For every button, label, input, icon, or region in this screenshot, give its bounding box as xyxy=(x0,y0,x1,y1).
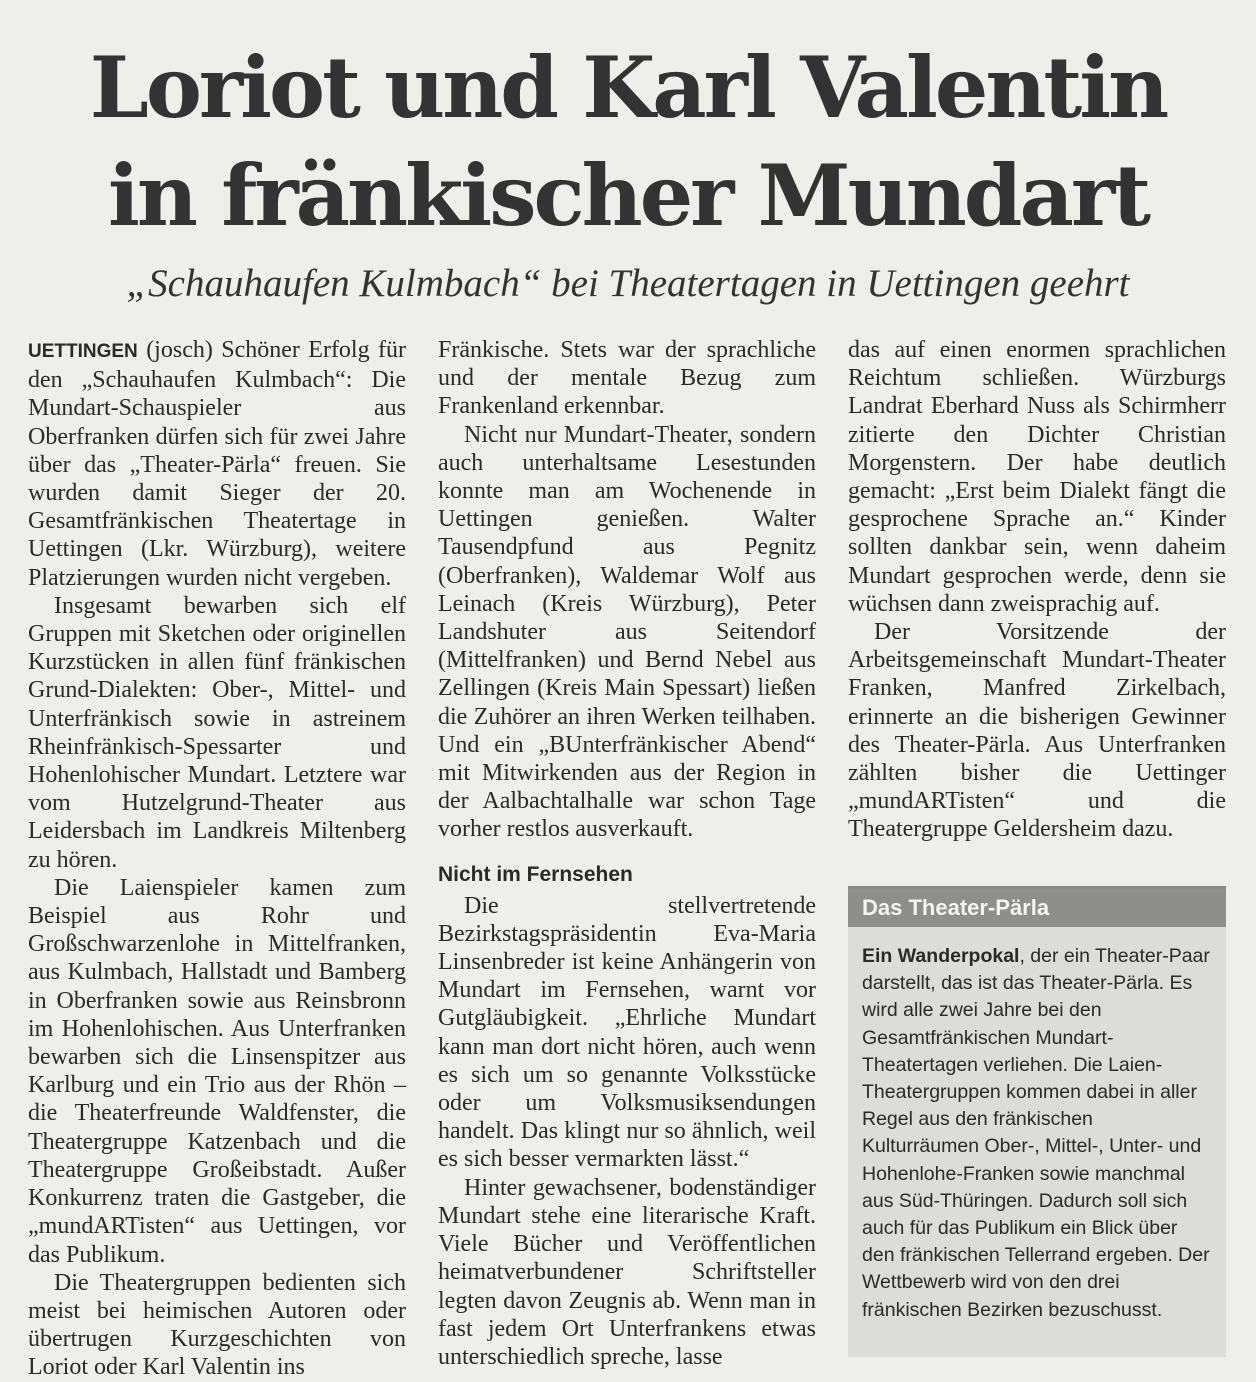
info-box xyxy=(848,886,1226,1357)
article-column-1 xyxy=(28,336,406,1382)
paragraph: Nicht nur Mundart-Theater, sondern auch unterhaltsame Lesestunden konnte man am Wochenende in Uettingen genießen. Walter Tausendpfund aus Pegnitz (Oberfranken), Waldemar Wolf aus Leinach (Kreis Würzburg), Peter Landshuter aus Seitendorf (Mittelfranken) und Bernd Nebel aus Zellingen (Kreis Main Spessart) ließen die Zuhörer an ihren Werken teilhaben. Und ein „BUnterfränkischer Abend“ mit Mitwirkenden aus der Region in der Aalbachtalhalle war schon Tage vorher restlos ausverkauft. xyxy=(438,421,816,843)
info-box-body xyxy=(848,927,1226,1324)
info-box-text: , der ein Theater-Paar darstellt, das ist das Theater-Pärla. Es wird alle zwei Jahre bei den Gesamtfränkischen Mundart-Theatertagen verliehen. Die Laien-Theatergruppen kommen dabei in aller Regel aus den fränkischen Kulturräumen Ober-, Mittel-, Unter- und Hohenlohe-Franken sowie manchmal aus Süd-Thüringen. Dadurch soll sich auch für das Publikum ein Blick über den fränkischen Tellerrand ergeben. Der Wettbewerb wird von den drei fränkischen Bezirken bezuschusst. xyxy=(862,945,1210,1321)
paragraph: Der Vorsitzende der Arbeitsgemeinschaft Mundart-Theater Franken, Manfred Zirkelbach, erinnerte an die bisherigen Gewinner des Theater-Pärla. Aus Unterfranken zählten bisher die Uettinger „mundARTisten“ und die Theatergruppe Geldersheim dazu. xyxy=(848,619,1226,843)
paragraph: Die Laienspieler kamen zum Beispiel aus Rohr und Großschwarzenlohe in Mittelfranken, aus Kulmbach, Hallstadt und Bamberg in Oberfranken sowie aus Reinsbronn im Hohenlohischen. Aus Unterfranken bewarben sich die Linsenspitzer aus Karlburg und ein Trio aus der Rhön – die Theaterfreunde Waldfenster, die Theatergruppe Katzenbach und die Theatergruppe Großeibstadt. Außer Konkurrenz traten die Gastgeber, die „mundARTisten“ aus Uettingen, vor das Publikum. xyxy=(28,874,406,1268)
subheadline: „Schauhaufen Kulmbach“ bei Theatertagen in Uettingen geehrt xyxy=(126,262,1130,305)
paragraph: Insgesamt bewarben sich elf Gruppen mit Sketchen oder originellen Kurzstücken in allen fünf fränkischen Grund-Dialekten: Ober-, Mittel- und Unterfränkisch sowie in astreinem Rheinfränkisch-Spessarter und Hohenlohischer Mundart. Letztere war vom Hutzelgrund-Theater aus Leidersbach im Landkreis Miltenberg zu hören. xyxy=(28,592,406,873)
paragraph: Die Theatergruppen bedienten sich meist bei heimischen Autoren oder übertrugen Kurzgeschichten von Loriot oder Karl Valentin ins xyxy=(28,1269,406,1381)
section-title: Nicht im Fernsehen xyxy=(438,862,633,886)
headline-line-2: in fränkischer Mundart xyxy=(107,146,1149,245)
paragraph: Hinter gewachsener, bodenständiger Mundart stehe eine literarische Kraft. Viele Bücher und Veröffentlichen heimatverbundener Schriftsteller legten davon Zeugnis ab. Wenn man in fast jedem Ort Unterfrankens etwas unterschiedlich spreche, lasse xyxy=(438,1174,816,1370)
paragraph: Fränkische. Stets war der sprachliche und der mentale Bezug zum Frankenland erkennbar. xyxy=(438,337,816,420)
paragraph: UETTINGEN (josch) Schöner Erfolg für den „Schauhaufen Kulmbach“: Die Mundart-Schauspieler aus Oberfranken dürfen sich für zwei Jahre über das „Theater-Pärla“ freuen. Sie wurden damit Sieger der 20. Gesamtfränkischen Theatertage in Uettingen (Lkr. Würzburg), weitere Platzierungen wurden nicht vergeben. xyxy=(28,337,406,591)
dateline: UETTINGEN xyxy=(28,341,138,362)
paragraph: das auf einen enormen sprachlichen Reichtum schließen. Würzburgs Landrat Eberhard Nuss als Schirmherr zitierte den Dichter Christian Morgenstern. Der habe deutlich gemacht: „Erst beim Dialekt fängt die gesprochene Sprache an.“ Kinder sollten dankbar sein, wenn daheim Mundart gesprochen werde, denn sie wüchsen dann zweisprachig auf. xyxy=(848,337,1226,617)
article-column-2 xyxy=(438,336,816,1371)
paragraph: Die stellvertretende Bezirkstagspräsidentin Eva-Maria Linsenbreder ist keine Anhängerin von Mundart im Fernsehen, warnt vor Gutgläubigkeit. „Ehrliche Mundart kann man dort nicht hören, auch wenn es sich um so genannte Volksstücke oder um Volksmusiksendungen handelt. Das klingt nur so ähnlich, weil es sich besser vermarkten lässt.“ xyxy=(438,892,816,1173)
headline-line-1: Loriot und Karl Valentin xyxy=(89,38,1167,137)
info-box-lead: Ein Wanderpokal xyxy=(862,945,1020,967)
info-box-title: Das Theater-Pärla xyxy=(848,889,1226,927)
article-column-3 xyxy=(848,336,1226,844)
